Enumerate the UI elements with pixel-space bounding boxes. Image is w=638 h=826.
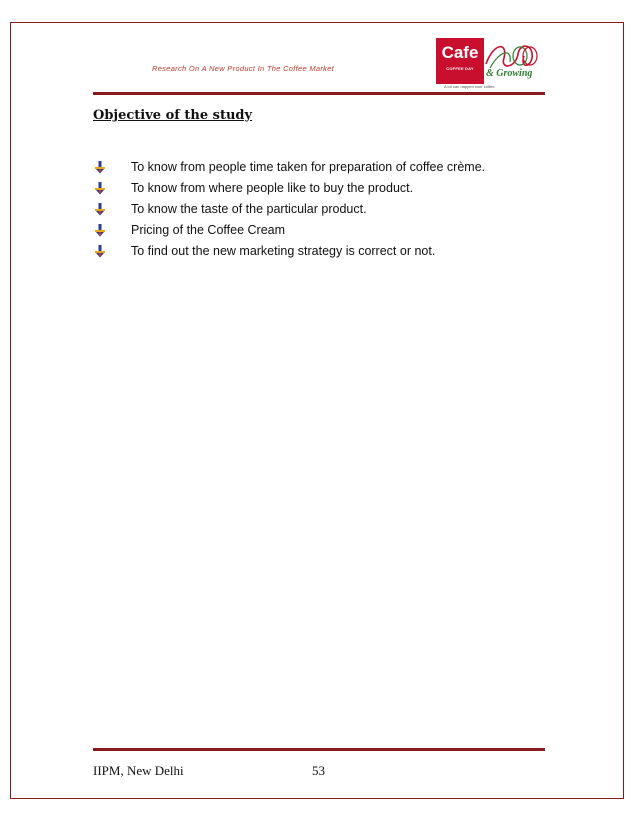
header-rule [93,92,545,95]
logo-brand-name: Cafe [441,43,479,62]
objective-text: To find out the new marketing strategy is correct or not. [131,243,436,258]
objective-text: Pricing of the Coffee Cream [131,222,286,237]
objective-text: To know from people time taken for preparation of coffee crème. [131,160,486,175]
objective-item [93,240,485,261]
objective-item [93,157,485,178]
arrow-down-bullet-icon [93,244,107,258]
objective-text: To know from where people like to buy the product. [131,181,414,196]
logo-brand-subtitle: COFFEE DAY [446,66,474,71]
objective-item [93,219,485,240]
objectives-list [93,157,485,261]
footer-rule [93,748,545,751]
section-title: Objective of the study [93,108,253,123]
logo-growing-text: & Growing [486,68,533,79]
logo-brand-box [436,38,484,84]
arrow-down-bullet-icon [93,181,107,195]
objective-text: To know the taste of the particular product. [131,201,367,216]
footer-institution: IIPM, New Delhi [93,763,184,778]
page-number: 53 [312,763,325,778]
objective-item [93,199,485,220]
running-header-title: Research On A New Product In The Coffee Market [152,64,335,73]
objective-item [93,178,485,199]
page-border [10,22,624,799]
arrow-down-bullet-icon [93,160,107,174]
arrow-down-bullet-icon [93,202,107,216]
cafe-coffee-day-logo [436,38,544,94]
arrow-down-bullet-icon [93,223,107,237]
logo-tagline: A lot can happen over coffee [444,84,495,89]
